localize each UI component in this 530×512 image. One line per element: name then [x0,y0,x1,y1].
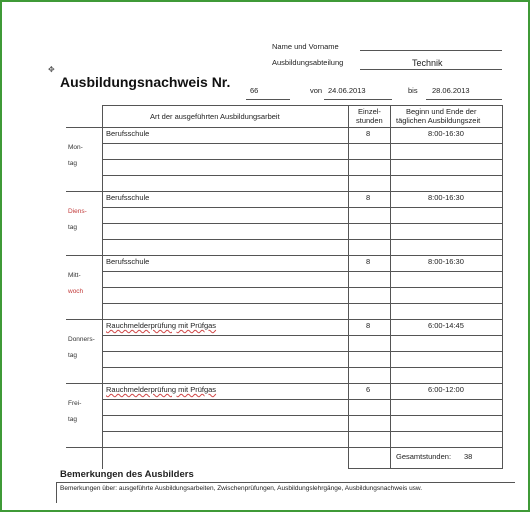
row-line [102,175,502,176]
day-label-monday-1: Mon- [68,144,83,151]
col-einzel-header-2: stunden [356,116,383,125]
gesamt-value[interactable]: 38 [464,452,473,461]
row-line [102,207,502,208]
row-line [102,239,502,240]
day-label-friday-2: tag [68,416,78,423]
time-friday[interactable]: 6:00-12:00 [428,385,464,394]
activity-tuesday[interactable]: Berufsschule [106,193,150,202]
von-date[interactable]: 24.06.2013 [328,86,366,95]
row-line [102,367,502,368]
day-label-thursday-1: Donners- [68,336,95,343]
table-top-border [102,105,502,106]
abteilung-line [360,69,502,70]
time-monday[interactable]: 8:00-16:30 [428,129,464,138]
von-line [324,99,392,100]
row-line [102,159,502,160]
activity-wednesday[interactable]: Berufsschule [106,257,150,266]
gesamt-label: Gesamtstunden: [396,452,452,461]
document-title: Ausbildungsnachweis Nr. [60,74,231,90]
bis-line [426,99,502,100]
von-label: von [310,86,323,95]
abteilung-label: Ausbildungsabteilung [272,58,344,67]
time-thursday[interactable]: 6:00-14:45 [428,321,464,330]
bemerkungen-text: Bemerkungen über: ausgeführte Ausbildungsarbeiten, Zwischenprüfungen, Ausbildungslehrgänge, Ausbildungsnachweis usw. [60,485,423,492]
col-einzel-header-1: Einzel- [358,107,381,116]
day-label-friday-1: Frei- [68,400,82,407]
table-col-line-4 [502,105,503,469]
hours-tuesday[interactable]: 8 [366,193,371,202]
bemerkungen-title: Bemerkungen des Ausbilders [60,469,194,480]
day-label-wednesday-2: woch [68,288,84,295]
day-separator [66,319,502,320]
hours-monday[interactable]: 8 [366,129,371,138]
row-line [102,399,502,400]
abteilung-value[interactable]: Technik [412,58,443,68]
col-beginn-header-2: täglichen Ausbildungszeit [396,116,481,125]
row-line [102,335,502,336]
activity-friday[interactable]: Rauchmelderprüfung mit Prüfgas [106,385,217,394]
day-label-monday-2: tag [68,160,78,167]
row-line [102,415,502,416]
day-label-tuesday-1: Diens- [68,208,87,215]
number-line [246,99,290,100]
day-label-wednesday-1: Mitt- [68,272,81,279]
day-separator [66,447,502,448]
hours-friday[interactable]: 6 [366,385,371,394]
name-label: Name und Vorname [272,42,339,51]
row-line [102,431,502,432]
table-header-bottom [66,127,502,128]
hours-thursday[interactable]: 8 [366,321,371,330]
col-art-header: Art der ausgeführten Ausbildungsarbeit [150,112,280,121]
hours-wednesday[interactable]: 8 [366,257,371,266]
table-move-handle-icon[interactable]: ✥ [48,65,55,74]
time-wednesday[interactable]: 8:00-16:30 [428,257,464,266]
time-tuesday[interactable]: 8:00-16:30 [428,193,464,202]
day-label-thursday-2: tag [68,352,78,359]
row-line [102,303,502,304]
row-line [102,143,502,144]
day-separator [66,191,502,192]
day-label-tuesday-2: tag [68,224,78,231]
name-line [360,50,502,51]
total-bottom-line [348,468,503,469]
bis-label: bis [408,86,418,95]
row-line [102,351,502,352]
day-separator [66,383,502,384]
row-line [102,223,502,224]
activity-monday[interactable]: Berufsschule [106,129,150,138]
day-separator [66,255,502,256]
bis-date[interactable]: 28.06.2013 [432,86,470,95]
col-beginn-header-1: Beginn und Ende der [406,107,477,116]
nachweis-number[interactable]: 66 [250,86,259,95]
row-line [102,271,502,272]
activity-thursday[interactable]: Rauchmelderprüfung mit Prüfgas [106,321,217,330]
row-line [102,287,502,288]
